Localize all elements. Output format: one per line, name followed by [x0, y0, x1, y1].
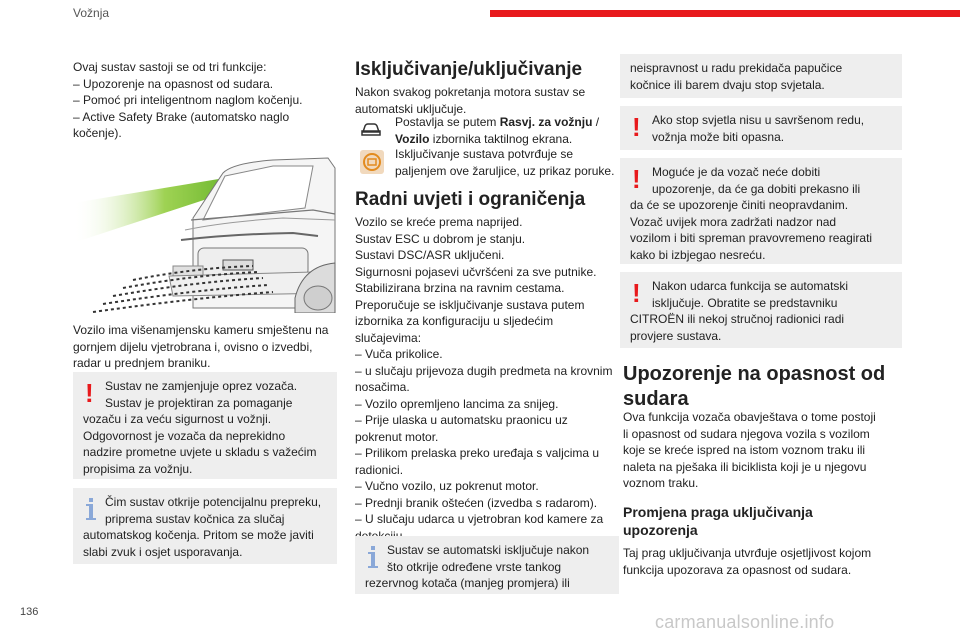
text-fragment: izbornika taktilnog ekrana. [429, 131, 573, 146]
text-line: automatski uključuje. [355, 101, 467, 116]
threshold-text [623, 545, 903, 578]
subheading-threshold [623, 503, 903, 539]
note-line: vožnja može biti opasna. [652, 129, 785, 144]
heading-line: Promjena praga uključivanja [623, 504, 813, 520]
text-line: funkcija upozorava za opasnost od sudara. [623, 562, 852, 577]
text-line: li opasnost od sudara njegova vozila s vozilom [623, 426, 870, 441]
text-line: Taj prag uključivanja utvrđuje osjetljivost kojom [623, 546, 872, 560]
info-box-spare-wheel [355, 536, 619, 594]
note-line: priprema sustav kočnica za slučaj [105, 511, 285, 526]
note-line: Vozač uvijek mora zadržati nadzor nad [630, 214, 837, 229]
info-icon [86, 498, 96, 522]
text-line: Vozilo ima višenamjensku kameru smještenu na [73, 323, 329, 337]
text-line: – Vučno vozilo, uz pokrenut motor. [355, 479, 539, 493]
info-box [73, 488, 337, 564]
text-line: kočenje). [73, 126, 122, 140]
lamp-description [395, 146, 625, 179]
heading-line: upozorenja [623, 522, 698, 538]
page-number: 136 [20, 606, 39, 618]
text-line: Stabilizirana brzina na ravnim cestama. [355, 281, 565, 295]
text-line: gornjem dijelu vjetrobrana i, ovisno o izvedbi, [73, 339, 313, 354]
note-line: propisima za vožnju. [83, 461, 193, 476]
note-line: provjere sustava. [630, 328, 722, 343]
info-box-continued [620, 54, 902, 98]
text-line: radar u prednjem braniku. [73, 356, 211, 370]
warning-box-driver-attention [620, 158, 902, 264]
note-line: automatskog kočenja. Pritom se može javiti [83, 528, 314, 542]
camera-description [73, 322, 343, 372]
warning-exclamation-icon: ! [632, 112, 641, 142]
conditions-list [355, 214, 627, 544]
note-line: CITROËN ili nekoj stručnoj radionici radi [630, 312, 845, 326]
text-line: paljenjem ove žaruljice, uz prikaz poruke. [395, 163, 615, 178]
intro-text [73, 59, 343, 142]
warning-exclamation-icon: ! [632, 278, 641, 308]
text-line: – Prednji branik oštećen (izvedba s radarom). [355, 495, 598, 510]
warning-exclamation-icon: ! [85, 378, 94, 408]
text-line: naleta na pješaka ili biciklista koji je u njegovu [623, 459, 867, 474]
text-line: Ova funkcija vozača obavještava o tome postoji [623, 410, 876, 424]
note-line: Ako stop svjetla nisu u savršenom redu, [652, 113, 865, 127]
note-line: Odgovornost je vozača da neprekidno [83, 428, 286, 443]
text-line: voznom traku. [623, 476, 699, 490]
note-line: upozorenje, da će ga dobiti prekasno ili [652, 181, 861, 196]
note-line: što otkrije određene vrste tankog [387, 559, 562, 574]
text-line: Preporučuje se isključivanje sustava putem [355, 297, 585, 312]
text-line: – Vozilo opremljeno lancima za snijeg. [355, 396, 559, 411]
text-line: – u slučaju prijevoza dugih predmeta na krovnim [355, 363, 613, 378]
text-line: Nakon svakog pokretanja motora sustav se [355, 85, 586, 99]
car-settings-icon [360, 118, 382, 140]
text-line: – Prije ulaska u automatsku praonicu uz [355, 413, 568, 427]
text-line: – U slučaju udarca u vjetrobran kod kamere za [355, 512, 604, 526]
note-line: slabi zvuk i osjet usporavanja. [83, 544, 243, 559]
collision-warning-text [623, 409, 903, 492]
warning-box [73, 372, 337, 479]
note-line: vozaču i za veću sigurnost u vožnji. [83, 412, 272, 426]
note-line: vozilom i biti spreman pravovremeno reagirati [630, 231, 873, 245]
text-line: Sustavi DSC/ASR uključeni. [355, 248, 505, 262]
note-line: Moguće je da vozač neće dobiti [652, 165, 821, 179]
text-line: nosačima. [355, 380, 410, 394]
car-front-drawing [73, 148, 338, 313]
note-line: Sustav ne zamjenjuje oprez vozača. [105, 379, 298, 393]
note-line: da će se upozorenje činiti neopravdanim. [630, 198, 849, 212]
text-line: – Prilikom prelaska preko uređaja s valjcima u [355, 446, 600, 460]
note-line: neispravnost u radu prekidača papučice [630, 61, 843, 75]
note-line: Sustav se automatski isključuje nakon [387, 543, 590, 557]
text-line: – Pomoć pri inteligentnom naglom kočenju. [73, 93, 303, 107]
warning-box-after-impact [620, 272, 902, 348]
note-line: Sustav je projektiran za pomaganje [105, 395, 293, 410]
info-icon [368, 546, 378, 570]
section-heading-collision-warning [623, 362, 903, 412]
text-fragment: / [592, 115, 600, 129]
header-accent-bar [490, 10, 960, 17]
note-line: kočnice ili barem dvaju stop svjetala. [630, 77, 825, 92]
text-line: – Vuča prikolice. [355, 347, 443, 361]
text-line: slučajevima: [355, 330, 422, 345]
note-line: rezervnog kotača (manjeg promjera) ili [365, 576, 570, 590]
text-line: Sigurnosni pojasevi učvršćeni za sve putnike. [355, 264, 597, 279]
text-line: Ovaj sustav sastoji se od tri funkcije: [73, 60, 267, 74]
note-line: isključuje. Obratite se predstavniku [652, 295, 838, 310]
text-line: izbornika za konfiguraciju u sljedećim [355, 314, 554, 328]
text-line: pokrenut motor. [355, 429, 439, 444]
warning-exclamation-icon: ! [632, 164, 641, 194]
note-line: nadzire prometne uvjete u skladu s važećim [83, 445, 317, 459]
note-line: Nakon udarca funkcija se automatski [652, 279, 849, 293]
toggle-intro [355, 84, 625, 117]
text-line: Sustav ESC u dobrom je stanju. [355, 231, 526, 246]
section-heading-toggle: Isključivanje/uključivanje [355, 59, 583, 80]
text-line: – Active Safety Brake (automatsko naglo [73, 109, 290, 124]
note-line: kako bi izbjegao nesreću. [630, 247, 766, 262]
running-header: Vožnja [73, 6, 110, 20]
note-line: Čim sustav otkrije potencijalnu prepreku, [105, 495, 322, 509]
text-line: koje se kreće ispred na istom voznom traku ili [623, 443, 866, 457]
collision-warning-lamp-icon [360, 150, 384, 174]
text-line: radionici. [355, 462, 404, 477]
text-line: Isključivanje sustava potvrđuje se [395, 147, 574, 161]
watermark: carmanualsonline.info [655, 612, 835, 632]
heading-line: Upozorenje na opasnost od [623, 363, 886, 385]
text-line: Vozilo se kreće prema naprijed. [355, 215, 523, 229]
heading-line: sudara [623, 388, 689, 410]
menu-path-text [395, 114, 625, 147]
menu-name-lighting: Rasvj. za vožnju [499, 115, 593, 129]
section-heading-conditions: Radni uvjeti i ograničenja [355, 189, 586, 210]
menu-name-vehicle: Vozilo [395, 131, 430, 146]
text-line: – Upozorenje na opasnost od sudara. [73, 76, 274, 91]
car-camera-illustration [73, 148, 338, 313]
warning-box-stop-lights [620, 106, 902, 150]
text-fragment: Postavlja se putem [395, 115, 500, 129]
